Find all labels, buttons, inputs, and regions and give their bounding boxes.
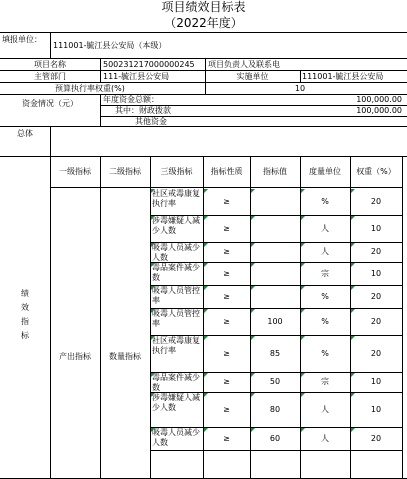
cell-marker-icon — [301, 393, 305, 397]
cell-marker-icon — [251, 216, 255, 220]
cell-marker-icon — [251, 309, 255, 313]
dept-value: 111-毓江县公安局 — [103, 72, 170, 81]
project-name-label: 项目名称 — [34, 60, 66, 69]
indicator-name: 涉毒嫌疑人减少人数 — [152, 393, 200, 412]
perf-area — [0, 156, 407, 479]
cell-marker-icon — [204, 309, 208, 313]
cell-marker-icon — [151, 216, 155, 220]
indicator-weight: 20 — [370, 316, 382, 326]
row-divider — [150, 450, 402, 451]
indicator-name: 吸毒人员减少人数 — [152, 243, 200, 261]
indicator-name: 社区戒毒康复执行率 — [152, 336, 200, 355]
indicator-unit: % — [321, 291, 329, 301]
indicator-weight: 10 — [370, 377, 382, 386]
indicator-value: 85 — [269, 348, 281, 358]
cell-marker-icon — [204, 393, 208, 397]
header-level1: 一级指标 — [59, 167, 91, 176]
project-code: 500231217000000245 — [103, 60, 195, 69]
cell-marker-icon — [351, 373, 355, 377]
indicator-unit: 宗 — [321, 268, 329, 278]
cell-marker-icon — [351, 216, 355, 220]
indicator-nature: ≥ — [223, 223, 230, 233]
cell-marker-icon — [301, 216, 305, 220]
budget-weight-value: 10 — [294, 84, 306, 93]
header-unit: 度量单位 — [309, 167, 341, 176]
indicator-value — [250, 243, 300, 261]
indicator-unit: 人 — [321, 433, 329, 443]
sheet-grid — [0, 32, 407, 479]
indicator-name: 毒品案件减少数 — [152, 263, 200, 282]
page-title: 项目绩效目标表 — [161, 0, 246, 14]
row-budget-weight — [0, 82, 407, 94]
indicator-unit: % — [321, 316, 329, 326]
indicator-nature: ≥ — [223, 316, 230, 326]
row-project — [0, 58, 407, 70]
cell-marker-icon — [301, 286, 305, 290]
cell-marker-icon — [251, 336, 255, 340]
indicator-nature: ≥ — [223, 247, 230, 256]
indicator-value — [250, 216, 300, 241]
cell-marker-icon — [151, 243, 155, 247]
indicator-weight: 10 — [370, 404, 382, 414]
cell-marker-icon — [301, 336, 305, 340]
cell-marker-icon — [204, 428, 208, 432]
indicator-nature: ≥ — [223, 268, 230, 278]
indicator-nature: ≥ — [223, 348, 230, 358]
indicator-nature: ≥ — [223, 291, 230, 301]
indicator-weight: 20 — [370, 291, 382, 301]
row-overall — [0, 126, 407, 156]
indicator-name: 吸毒人员管控率 — [152, 309, 200, 328]
header-weight: 权重（%） — [356, 167, 396, 176]
indicator-value: 100 — [267, 316, 283, 326]
indicator-unit: % — [321, 348, 329, 358]
funds-fiscal-value: 100,000.00 — [356, 106, 402, 115]
header-nature: 指标性质 — [210, 167, 243, 176]
budget-weight-label: 预算执行率权重(%) — [55, 84, 125, 93]
indicator-value: 50 — [269, 377, 281, 386]
cell-marker-icon — [151, 373, 155, 377]
cell-marker-icon — [251, 286, 255, 290]
perf-label: 绩效指标 — [21, 289, 29, 340]
indicator-weight: 20 — [370, 348, 382, 358]
cell-marker-icon — [204, 336, 208, 340]
indicator-name: 吸毒人员管控率 — [152, 286, 200, 305]
cell-marker-icon — [151, 189, 155, 193]
cell-marker-icon — [151, 336, 155, 340]
indicator-name: 社区戒毒康复执行率 — [152, 189, 200, 208]
cell-marker-icon — [301, 373, 305, 377]
overall-label: 总体 — [17, 129, 33, 138]
cell-marker-icon — [301, 428, 305, 432]
indicator-value: 80 — [269, 404, 281, 414]
cell-marker-icon — [204, 216, 208, 220]
unit-label: 填报单位： — [2, 35, 42, 44]
row-dept — [0, 70, 407, 82]
indicator-weight: 20 — [370, 196, 382, 206]
cell-marker-icon — [251, 189, 255, 193]
page-subtitle-year: （2022年度） — [164, 16, 243, 30]
funds-fiscal-label: 其中：财政拨款 — [115, 106, 171, 115]
header-level2: 二级指标 — [109, 167, 141, 176]
cell-marker-icon — [351, 189, 355, 193]
cell-marker-icon — [351, 286, 355, 290]
cell-marker-icon — [151, 428, 155, 432]
cell-marker-icon — [351, 243, 355, 247]
indicator-unit: 人 — [321, 223, 329, 233]
indicator-weight: 20 — [370, 433, 382, 443]
funds-annual-value: 100,000.00 — [356, 95, 402, 104]
indicator-unit: % — [321, 196, 329, 206]
indicator-nature: ≥ — [223, 404, 230, 414]
cell-marker-icon — [251, 263, 255, 267]
indicator-value: 60 — [269, 433, 281, 443]
funds-label: 资金情况（元） — [22, 99, 78, 108]
cell-marker-icon — [351, 428, 355, 432]
indicator-nature: ≥ — [223, 196, 230, 206]
cell-marker-icon — [151, 263, 155, 267]
cell-marker-icon — [301, 189, 305, 193]
project-owner-label: 项目负责人及联系电 — [208, 60, 280, 69]
row-unit — [0, 32, 407, 58]
cell-marker-icon — [151, 393, 155, 397]
indicator-unit: 宗 — [321, 377, 329, 386]
indicator-value — [250, 263, 300, 284]
funds-annual-label: 年度资金总额： — [103, 95, 159, 104]
cell-marker-icon — [204, 373, 208, 377]
cell-marker-icon — [301, 263, 305, 267]
indicator-name: 吸毒人员减少人数 — [152, 428, 200, 447]
cell-marker-icon — [151, 309, 155, 313]
cell-marker-icon — [251, 428, 255, 432]
cell-marker-icon — [351, 393, 355, 397]
funds-other-label: 其他资金 — [135, 117, 167, 126]
header-value: 指标值 — [263, 167, 287, 176]
cell-marker-icon — [351, 263, 355, 267]
cell-marker-icon — [351, 309, 355, 313]
indicator-weight: 10 — [370, 268, 382, 278]
funds-block — [0, 94, 407, 126]
dept-label: 主管部门 — [34, 72, 66, 81]
cell-marker-icon — [301, 309, 305, 313]
header-level3: 三级指标 — [160, 167, 193, 176]
cell-marker-icon — [351, 336, 355, 340]
indicator-value — [250, 286, 300, 307]
cell-marker-icon — [204, 243, 208, 247]
impl-value: 111001-毓江县公安局 — [302, 72, 384, 81]
cell-marker-icon — [301, 243, 305, 247]
indicator-name: 毒品案件减少数 — [152, 373, 200, 391]
second-level-value: 数量指标 — [109, 352, 141, 361]
indicator-unit: 人 — [321, 404, 329, 414]
cell-marker-icon — [204, 286, 208, 290]
cell-marker-icon — [251, 393, 255, 397]
indicator-nature: ≥ — [223, 377, 230, 386]
cell-marker-icon — [151, 286, 155, 290]
impl-label: 实施单位 — [236, 72, 269, 81]
indicator-weight: 10 — [370, 223, 382, 233]
indicator-value — [250, 189, 300, 214]
indicator-name: 涉毒嫌疑人减少人数 — [152, 216, 200, 235]
cell-marker-icon — [251, 373, 255, 377]
unit-value: 111001-毓江县公安局（本级） — [53, 41, 167, 50]
indicator-nature: ≥ — [223, 433, 230, 443]
cell-marker-icon — [204, 263, 208, 267]
cell-marker-icon — [251, 243, 255, 247]
first-level-value: 产出指标 — [59, 352, 91, 361]
indicator-unit: 人 — [321, 247, 329, 256]
indicator-weight: 20 — [370, 247, 382, 256]
cell-marker-icon — [204, 189, 208, 193]
